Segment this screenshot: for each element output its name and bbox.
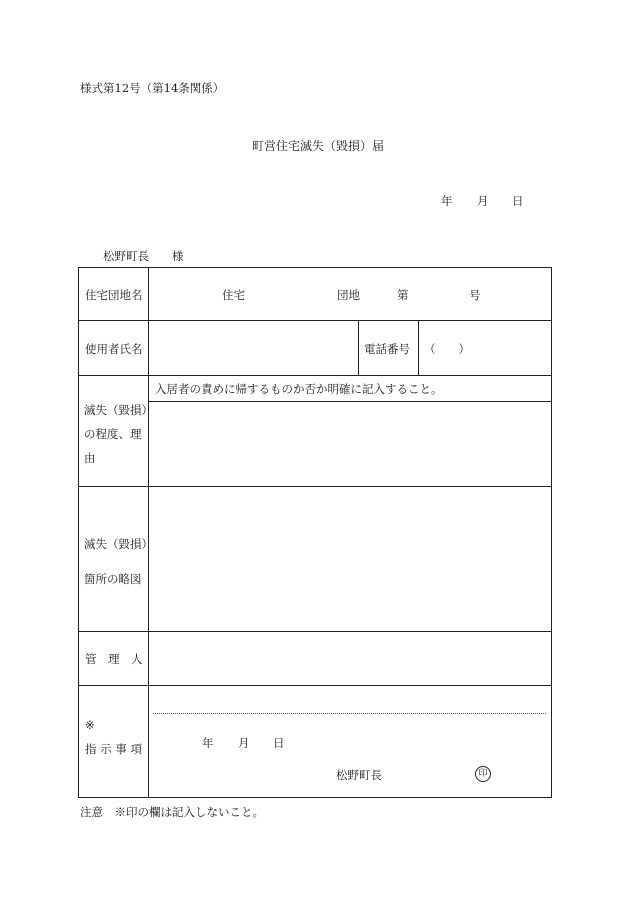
reason-instruction: 入居者の責めに帰するものか否か明確に記入すること。 xyxy=(155,382,443,396)
seal-icon: 印 xyxy=(475,766,491,782)
sketch-label-line2: 箇所の略図 xyxy=(84,572,142,586)
instruction-mayor: 松野町長 xyxy=(336,768,382,782)
form-number: 様式第12号（第14条関係） xyxy=(80,81,225,95)
instruction-label: 指 示 事 項 xyxy=(85,742,142,756)
date-year: 年 xyxy=(441,194,453,208)
addressee-honorific: 様 xyxy=(172,249,184,263)
date-day: 日 xyxy=(512,194,524,208)
date-month: 月 xyxy=(477,194,489,208)
complex-dai: 第 xyxy=(397,288,409,302)
instruction-day: 日 xyxy=(273,736,285,750)
complex-go: 号 xyxy=(469,288,481,302)
instruction-mark: ※ xyxy=(85,718,95,732)
footer-note: 注意 ※印の欄は記入しないこと。 xyxy=(80,805,264,819)
manager-label: 管 理 人 xyxy=(85,652,143,666)
sketch-label-line1: 滅失（毀損） xyxy=(84,537,153,551)
complex-label: 住宅団地名 xyxy=(85,288,143,302)
instruction-dotted-line xyxy=(153,713,546,714)
page-title: 町営住宅滅失（毀損）届 xyxy=(252,139,385,153)
reason-label: 滅失（毀損） の程度、理 由 xyxy=(84,403,153,465)
phone-paren: （ ） xyxy=(424,342,470,356)
phone-label: 電話番号 xyxy=(364,342,410,356)
complex-danchi: 団地 xyxy=(337,288,360,302)
instruction-year: 年 xyxy=(202,736,214,750)
user-label: 使用者氏名 xyxy=(85,342,143,356)
instruction-month: 月 xyxy=(238,736,250,750)
complex-housing: 住宅 xyxy=(222,288,245,302)
addressee-name: 松野町長 xyxy=(103,249,149,263)
